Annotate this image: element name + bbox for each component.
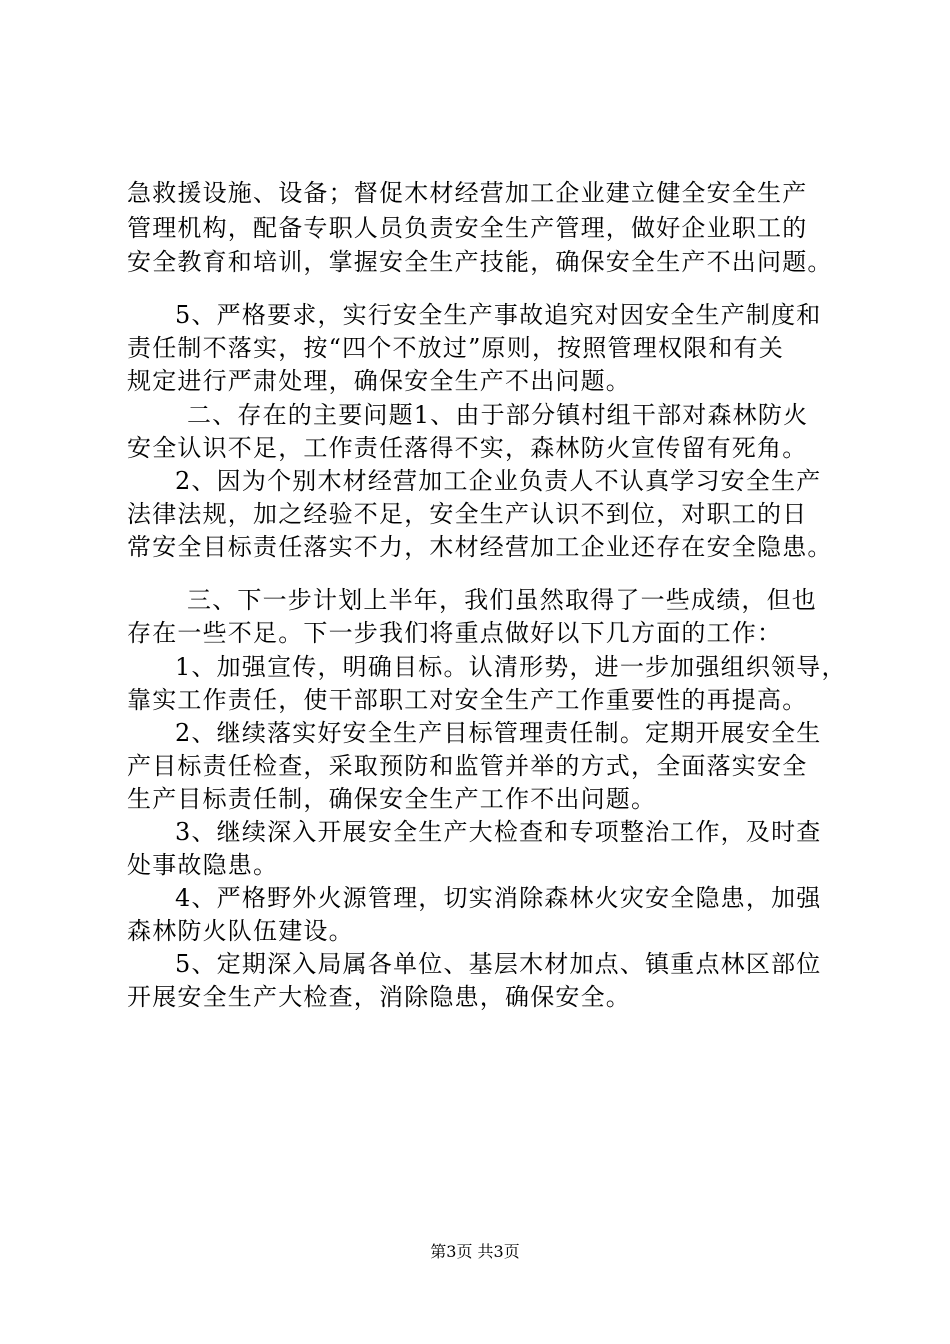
text-line-9: 2、因为个别木材经营加工企业负责人不认真学习安全生产 (175, 467, 822, 495)
text-line-17: 产目标责任检查，采取预防和监管并举的方式，全面落实安全 (127, 752, 808, 780)
text-line-5: 责任制不落实，按“四个不放过”原则，按照管理权限和有关 (127, 334, 784, 362)
text-line-15: 靠实工作责任，使干部职工对安全生产工作重要性的再提高。 (127, 686, 808, 714)
text-line-8: 安全认识不足，工作责任落得不实，森林防火宣传留有死角。 (127, 434, 808, 462)
text-line-13: 存在一些不足。下一步我们将重点做好以下几方面的工作： (127, 619, 783, 647)
page-footer: 第3页 共3页 (430, 1242, 520, 1261)
text-line-24: 开展安全生产大检查，消除隐患，确保安全。 (127, 983, 631, 1011)
text-line-1: 急救援设施、设备；督促木材经营加工企业建立健全安全生产 (127, 179, 808, 207)
text-line-22: 森林防火队伍建设。 (127, 917, 354, 945)
text-line-7: 二、存在的主要问题1、由于部分镇村组干部对森林防火 (187, 401, 809, 429)
text-line-4: 5、严格要求，实行安全生产事故追究对因安全生产制度和 (175, 301, 822, 329)
text-line-20: 处事故隐患。 (127, 851, 279, 879)
text-line-12: 三、下一步计划上半年，我们虽然取得了一些成绩，但也 (187, 586, 817, 614)
text-line-16: 2、继续落实好安全生产目标管理责任制。定期开展安全生 (175, 719, 822, 747)
text-line-19: 3、继续深入开展安全生产大检查和专项整治工作，及时查 (175, 818, 822, 846)
text-line-3: 安全教育和培训，掌握安全生产技能，确保安全生产不出问题。 (127, 248, 833, 276)
text-line-10: 法律法规，加之经验不足，安全生产认识不到位，对职工的日 (127, 500, 808, 528)
text-line-23: 5、定期深入局属各单位、基层木材加点、镇重点林区部位 (175, 950, 822, 978)
text-line-6: 规定进行严肃处理，确保安全生产不出问题。 (127, 367, 631, 395)
text-line-18: 生产目标责任制，确保安全生产工作不出问题。 (127, 785, 657, 813)
text-line-14: 1、加强宣传，明确目标。认清形势，进一步加强组织领导， (175, 653, 847, 681)
text-line-2: 管理机构，配备专职人员负责安全生产管理，做好企业职工的 (127, 214, 808, 242)
text-line-21: 4、严格野外火源管理，切实消除森林火灾安全隐患，加强 (175, 884, 822, 912)
text-line-11: 常安全目标责任落实不力，木材经营加工企业还存在安全隐患。 (127, 533, 833, 561)
